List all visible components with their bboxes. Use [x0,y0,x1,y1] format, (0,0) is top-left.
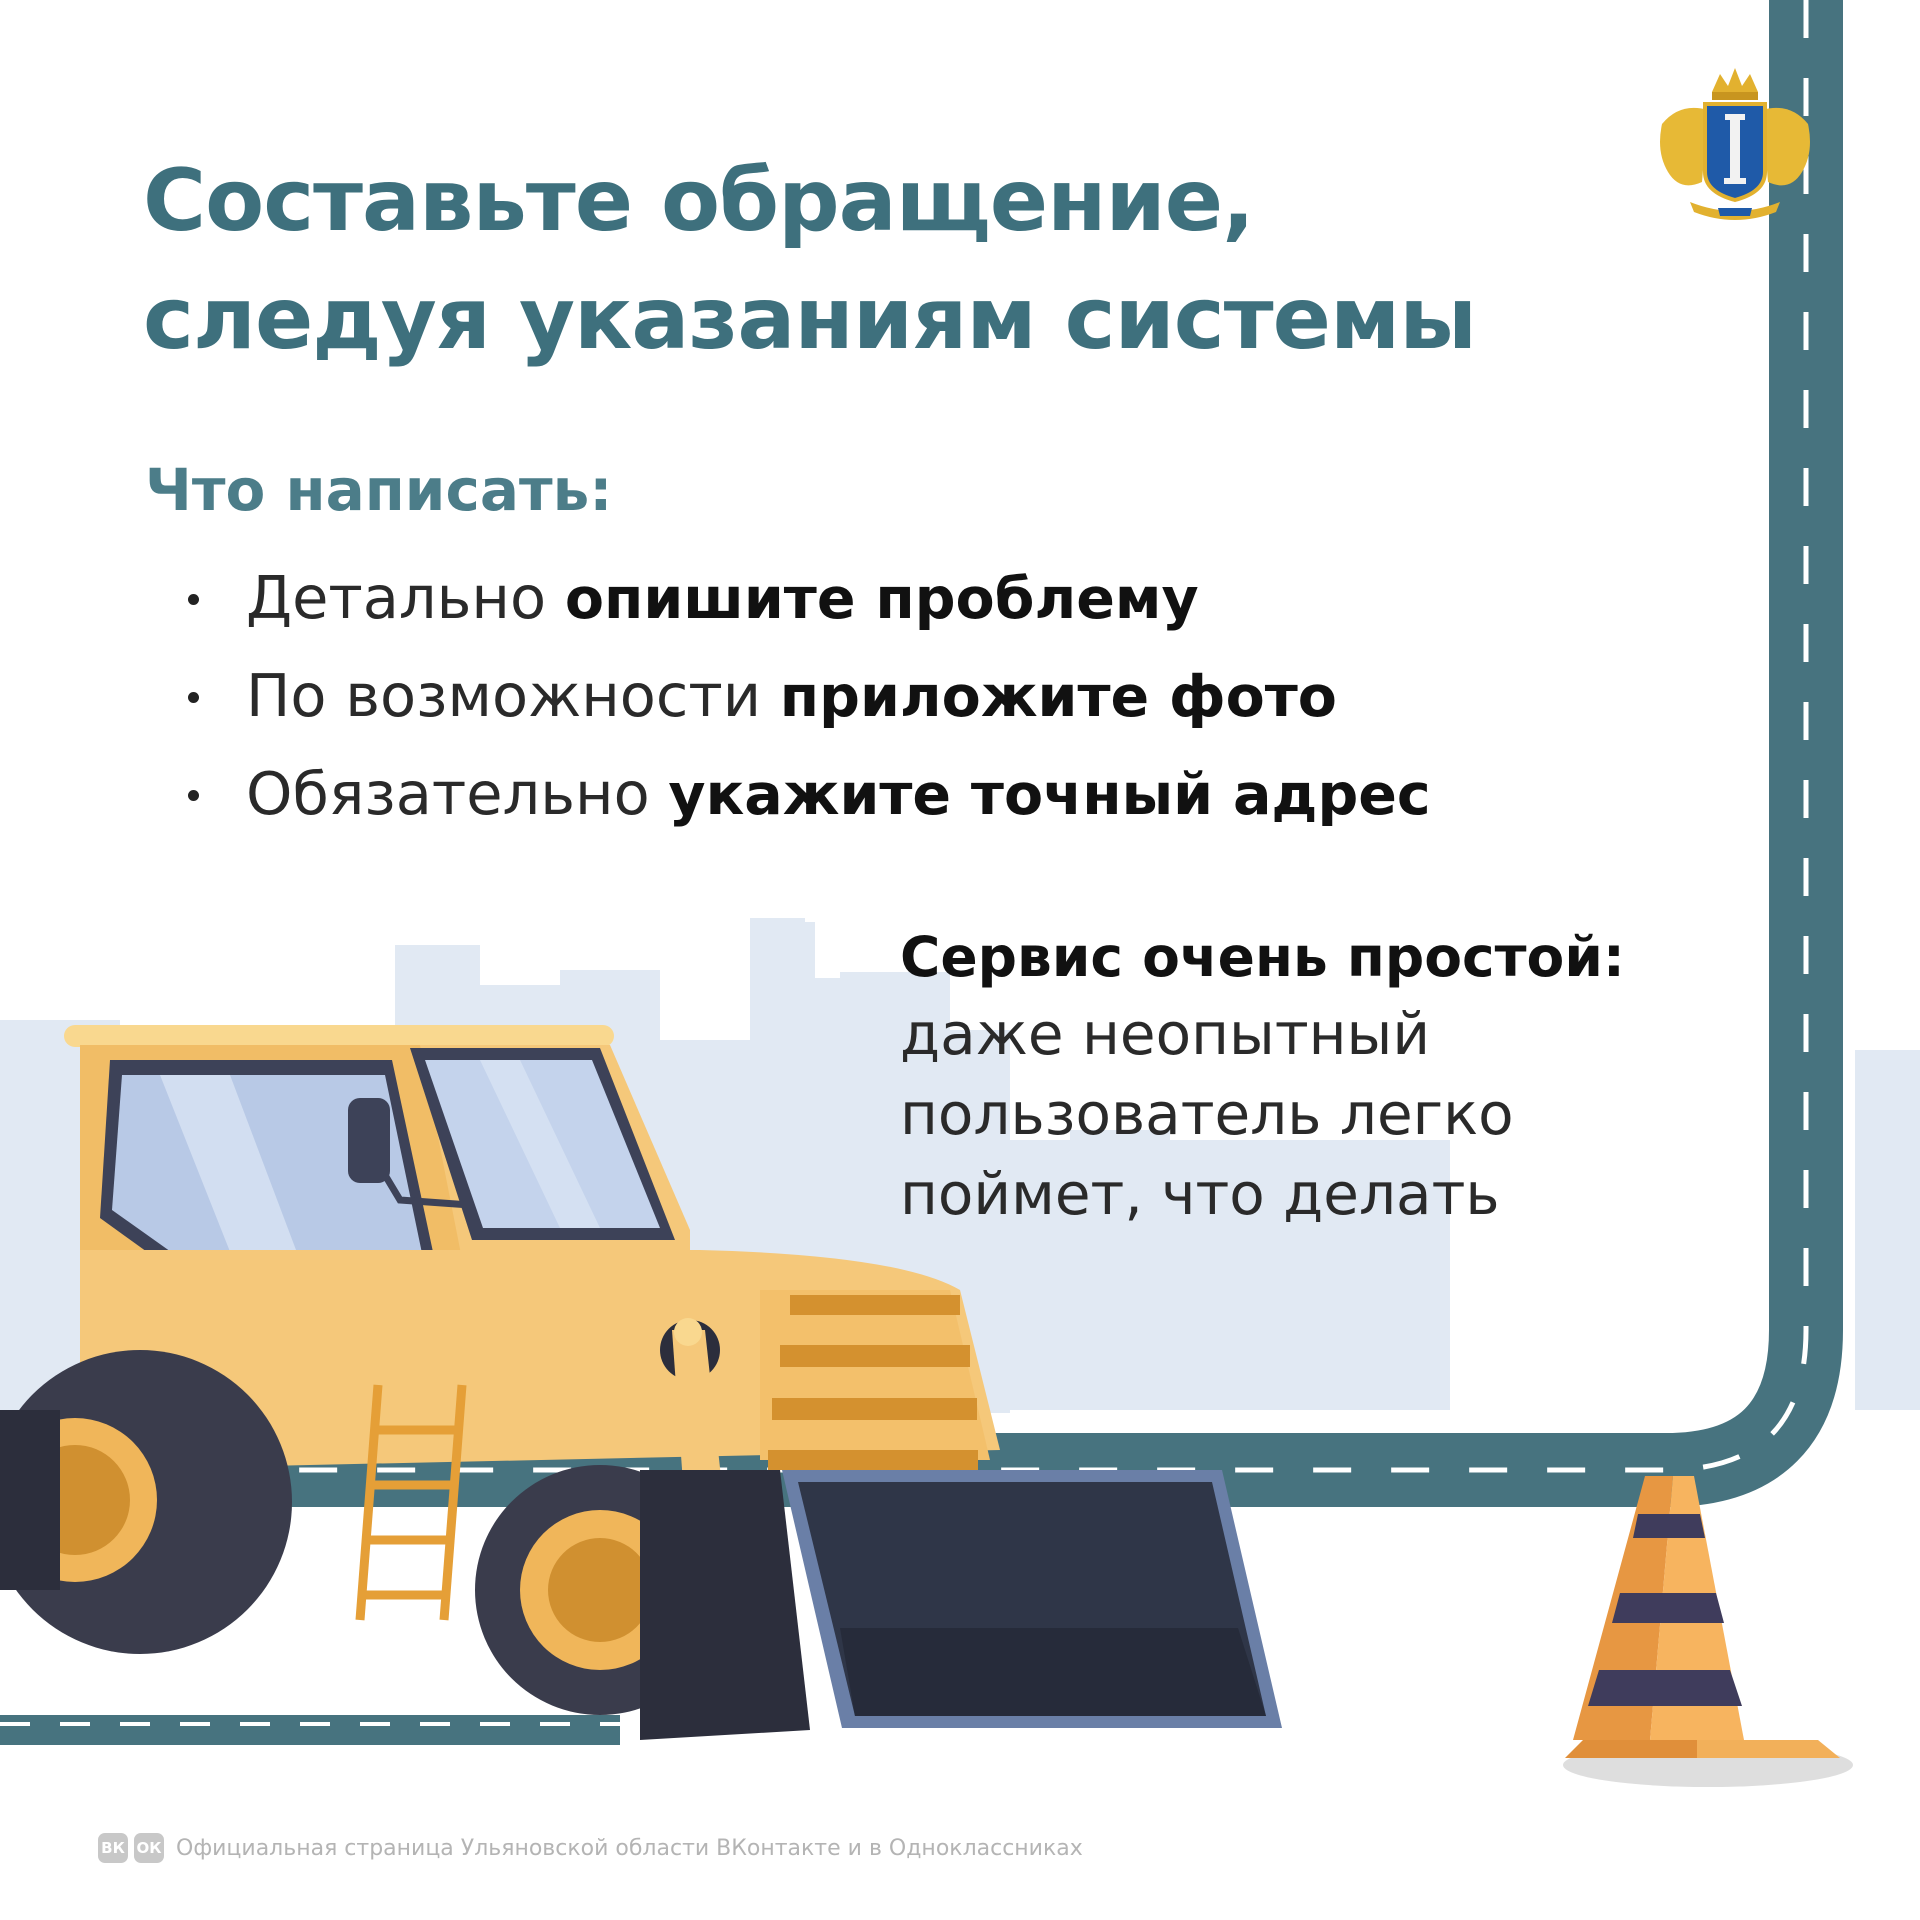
list-item-emphasis: приложите фото [779,664,1337,730]
bullet-dot-icon [188,594,199,605]
vk-icon[interactable]: ВК [98,1833,128,1863]
service-note-title: Сервис очень простой: [900,925,1625,989]
list-item-emphasis: укажите точный адрес [668,762,1431,828]
instructions-list [180,558,1431,852]
footer-text: Официальная страница Ульяновской области ВКонтакте и в Одноклассниках [176,1835,1083,1861]
service-note [900,920,1625,1234]
list-item-lead: По возможности [246,661,780,730]
bullet-dot-icon [188,790,199,801]
bullet-dot-icon [188,692,199,703]
title-line-1: Составьте обращение, [143,151,1254,251]
odnoklassniki-icon[interactable]: ОК [134,1833,164,1863]
title-line-2: следуя указаниям системы [143,269,1477,369]
what-to-write-heading: Что написать: [145,456,613,524]
list-item-lead: Детально [246,563,565,632]
list-item-emphasis: опишите проблему [564,566,1199,632]
footer [98,1832,1083,1864]
list-item-lead: Обязательно [246,759,669,828]
list-item [180,656,1431,754]
list-item [180,558,1431,656]
page-title [143,142,1476,378]
traffic-cone [1563,1476,1853,1787]
ulyanovsk-coat-of-arms-icon [1650,62,1820,230]
list-item [180,754,1431,852]
service-note-body: даже неопытный пользователь легко поймет, что делать [900,1000,1514,1228]
